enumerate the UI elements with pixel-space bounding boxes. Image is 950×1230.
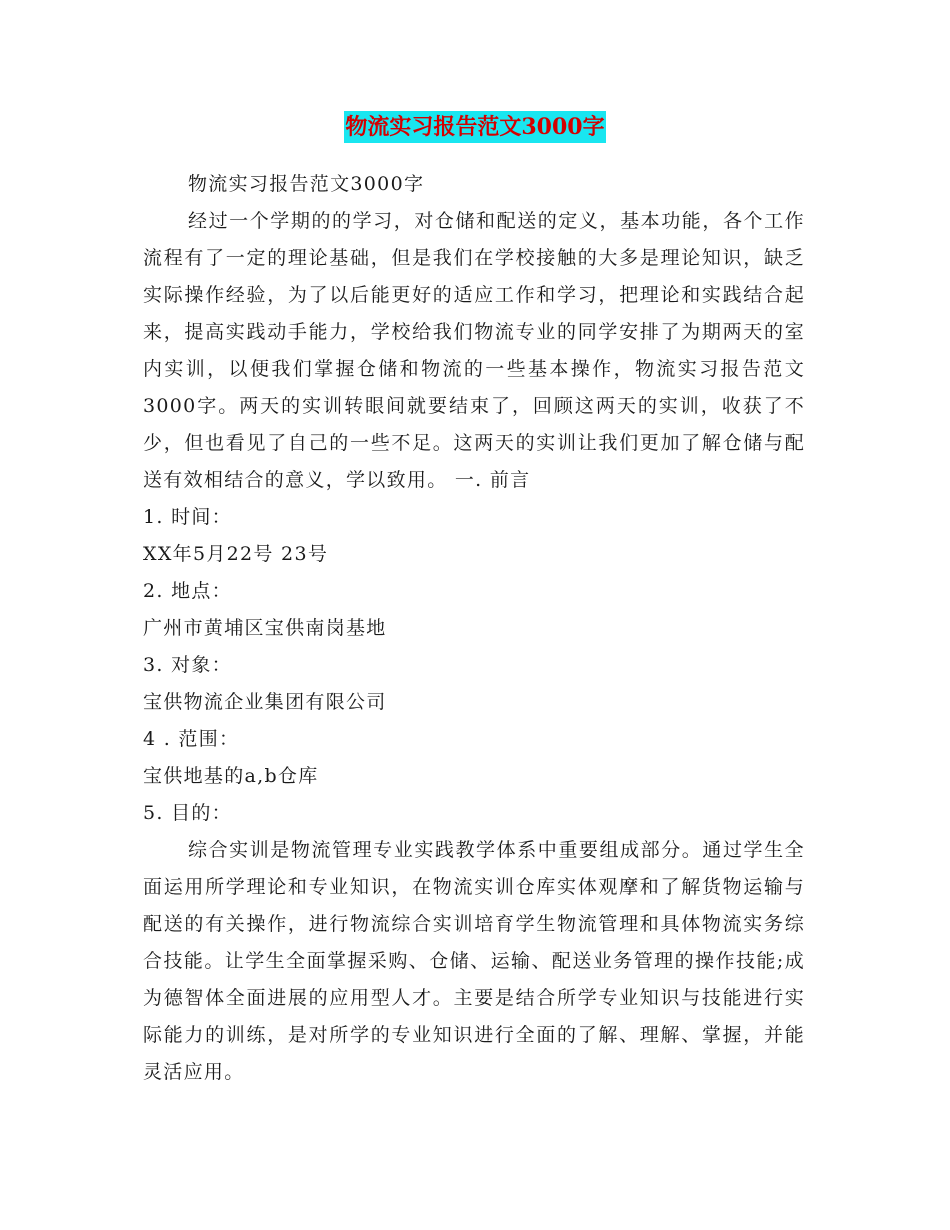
purpose-paragraph: 综合实训是物流管理专业实践教学体系中重要组成部分。通过学生全面运用所学理论和专业知识，在物流实训仓库实体观摩和了解货物运输与配送的有关操作，进行物流综合实训培育学生物流管理和具体物流实务综合技能。让学生全面掌握采购、仓储、运输、配送业务管理的操作技能;成为德智体全面进展的应用型人才。主要是结合所学专业知识与技能进行实际能力的训练，是对所学的专业知识进行全面的了解、理解、掌握，并能灵活应用。 — [143, 839, 805, 1083]
item-time-label: 1. 时间： — [143, 506, 232, 528]
item-location-value: 广州市黄埔区宝供南岗基地 — [143, 617, 387, 639]
intro-paragraph: 经过一个学期的的学习，对仓储和配送的定义，基本功能，各个工作流程有了一定的理论基础，但是我们在学校接触的大多是理论知识，缺乏实际操作经验，为了以后能更好的适应工作和学习，把理论和实践结合起来，提高实践动手能力，学校给我们物流专业的同学安排了为期两天的室内实训，以便我们掌握仓储和物流的一些基本操作，物流实习报告范文3000字。两天的实训转眼间就要结束了，回顾这两天的实训，收获了不少，但也看见了自己的一些不足。这两天的实训让我们更加了解仓储与配送有效相结合的意义，学以致用。 一. 前言 — [143, 210, 805, 491]
item-scope-value: 宝供地基的a,b仓库 — [143, 765, 319, 787]
item-target-value: 宝供物流企业集团有限公司 — [143, 691, 387, 713]
item-time-value: XX年5月22号 23号 — [143, 543, 329, 565]
item-target-label: 3. 对象： — [143, 654, 232, 676]
purpose-label: 5. 目的： — [143, 802, 232, 824]
title-wrapper — [0, 111, 950, 143]
document-title: 物流实习报告范文3000字 — [344, 111, 605, 143]
item-location-label: 2. 地点： — [143, 580, 232, 602]
document-body — [143, 166, 805, 1091]
subtitle-line: 物流实习报告范文3000字 — [188, 173, 425, 195]
item-scope-label: 4 . 范围： — [143, 728, 240, 750]
